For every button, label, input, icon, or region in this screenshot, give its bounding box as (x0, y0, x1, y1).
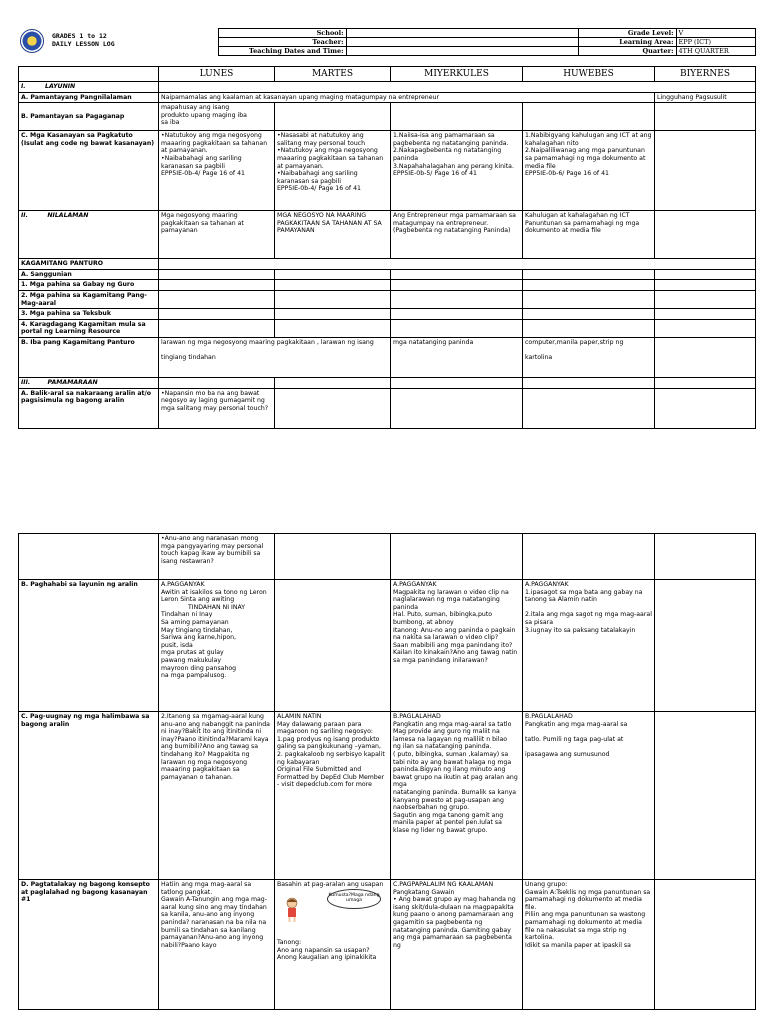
row-kagamitang-mag-aaral (19, 290, 756, 308)
paghahabi-label: B. Paghahabi sa layunin ng aralin (19, 580, 159, 712)
karagdagang-wed (391, 319, 523, 337)
row-iba-pang (19, 337, 756, 377)
kma-fri (655, 290, 756, 308)
kasanayan-fri (655, 131, 756, 211)
pangnilalaman-label: A. Pamantayang Pangnilalaman (19, 92, 159, 103)
paganap-label: B. Pamantayan sa Pagaganap (19, 103, 159, 131)
day-huwebes: HUWEBES (523, 67, 655, 82)
gabay-label: 1. Mga pahina sa Gabay ng Guro (19, 280, 159, 291)
gabay-mon (159, 280, 275, 291)
song-lyrics: Tindahan ni Inay Sa aming pamayanan May tingiang tindahan, Sariwa ang karne,hipon, pusit, isda mga prutas at gulay pawang makukulay mayroon ding pansahog na mga pampalusog. (161, 611, 237, 680)
iba-pang-label: B. Iba pang Kagamitang Panturo (19, 337, 159, 377)
pangnilalaman-fri: Lingguhang Pagsusulit (655, 92, 756, 103)
days-header (19, 67, 756, 82)
grade-value[interactable]: V (676, 29, 755, 38)
pag-uugnay-wed (391, 712, 523, 880)
page-2 (18, 533, 755, 1010)
sanggunian-wed (391, 269, 523, 280)
nilalaman-num: II. (21, 212, 28, 220)
iba-pang-wed: mga natatanging paninda (391, 337, 523, 377)
kma-tue (275, 290, 391, 308)
row-pamamaraan (19, 377, 756, 388)
gabay-tue (275, 280, 391, 291)
cont-fri (655, 534, 756, 580)
pag-uugnay-fri (655, 712, 756, 880)
pag-uugnay-wed-text: Pangkatin ang mga mag-aaral sa tatlo Mag provide ang guro ng maliit na lamesa na lagayan ng maliliit n bilao ng ilan sa natatanging paninda. ( puto, bibingka, suman ,kalamay) sa tabi nito ay ang bawat halaga ng mga paninda.Bigyan ng ilang minuto ang bawat grupo na ikutin at pag aralan ang mga natatanging paninda. Bumalik sa kanya kanyang pwesto at pag-usapan ang naobserbahan ng grupo. Sagutin ang mga tanong gamit ang manila paper at pentel pen.Iulat sa klase ng lider ng bawat grupo. (393, 720, 518, 834)
pagtatalakay-fri (655, 880, 756, 1010)
row-balik-aral-cont (19, 534, 756, 580)
pagtatalakay-thu: Unang grupo: Gawain A:Tseklis ng mga panuntunan sa pamamahagi ng dokumento at media file. Piliin ang mga panuntunan sa wastong pamamahagi ng dokumento at media file na nakasulat sa mga strip ng kartolina. Idikit sa manila paper at ipaskil sa (523, 880, 655, 1010)
iba-pang-fri (655, 337, 756, 377)
pag-uugnay-label: C. Pag-uugnay ng mga halimbawa sa bagong aralin (19, 712, 159, 880)
pagtatalakay-label: D. Pagtatalakay ng bagong konsepto at paglalahad ng bagong kasanayan #1 (19, 880, 159, 1010)
paghahabi-thu (523, 580, 655, 712)
row-paganap (19, 103, 756, 131)
school-label: School: (218, 29, 346, 38)
paganap-mon: mapahusay ang isang produkto upang maging iba sa iba (159, 103, 275, 131)
kagamitang-mag-aaral-label: 2. Mga pahina sa Kagamitang Pang-Mag-aaral (19, 290, 159, 308)
page-1 (18, 28, 755, 429)
speech-bubble: Kumusta?Maga ndang umaga (327, 889, 381, 909)
pamamaraan-fri (655, 377, 756, 388)
iba-pang-montue: larawan ng mga negosyong maaring pagkakitaan , larawan ng isang tingiang tindahan (159, 337, 391, 377)
nilalaman-mon: Mga negosyong maaring pagkakitaan sa tahanan at pamayanan (159, 211, 275, 259)
school-field[interactable] (346, 29, 578, 38)
karagdagang-label: 4. Karagdagang Kagamitan mula sa portal ng Learning Resource (19, 319, 159, 337)
row-kasanayan (19, 131, 756, 211)
pag-uugnay-mon: 2.Itanong sa mgamag-aaral kung anu-ano ang nabanggit na paninda ni inay?Bakit ito ang itinitinda ni inay?Paano itinitinda?Marami kaya ang bumibili?Ano ang tawag sa tindahang ito? Magpakita ng larawan ng mga negosyong maaaring pagkakitaan sa pamayanan o tahanan. (159, 712, 275, 880)
paghahabi-thu-head: A.PAGGANYAK (525, 581, 569, 588)
pagtatalakay-tue-text: Tanong: Ano ang napansin sa usapan? Anong kaugalian ang ipinakikita (277, 939, 377, 962)
kasanayan-mon: •Natutukoy ang mga negosyong maaaring pagkakitaan sa tahanan at pamayanan. •Naibabahagi ang sariling karanasan sa pagbili EPP5IE-0b-4/ Page 16 of 41 (159, 131, 275, 211)
kma-wed (391, 290, 523, 308)
pag-uugnay-thu-head: B.PAGLALAHAD (525, 713, 573, 720)
pamamaraan-wed (391, 377, 523, 388)
teacher-field[interactable] (346, 38, 578, 47)
kma-thu (523, 290, 655, 308)
teksbuk-label: 3. Mga pahina sa Teksbuk (19, 309, 159, 320)
kasanayan-label: C. Mga Kasanayan sa Pagkatuto (Isulat ang code ng bawat kasanayan) (19, 131, 159, 211)
kasanayan-wed: 1.Naiisa-isa ang pamamaraan sa pagbebenta ng natatanging paninda. 2.Nakapagbebenta ng natatanging paninda 3.Napahahalagahan ang perang kinita. EPP5IE-0b-5/ Page 16 of 41 (391, 131, 523, 211)
gabay-wed (391, 280, 523, 291)
dates-field[interactable] (346, 47, 578, 56)
row-sanggunian (19, 269, 756, 280)
pamamaraan-label (19, 377, 159, 388)
layunin-cell (159, 82, 756, 93)
row-balik-aral (19, 388, 756, 428)
row-nilalaman (19, 211, 756, 259)
title-line-1: GRADES 1 to 12 (52, 31, 107, 40)
paghahabi-wed-text: Magpakita ng larawan o video clip na naglalarawan ng mga natatanging paninda Hal. Puto, suman, bibingka,puto bumbong, at abnoy Itanong: Anu-no ang paninda o pagkain na nakita sa larawan o video clip? Saan mabibili ang mga panindang ito?Kailan ito kinakain?Ano ang tawag natin sa mga panindang inilarawan? (393, 588, 518, 664)
teksbuk-thu (523, 309, 655, 320)
area-label: Learning Area: (578, 38, 676, 47)
balik-aral-fri (655, 388, 756, 428)
pag-uugnay-thu (523, 712, 655, 880)
sanggunian-mon (159, 269, 275, 280)
karagdagang-thu (523, 319, 655, 337)
dates-label: Teaching Dates and Time: (218, 47, 346, 56)
quarter-label: Quarter: (578, 47, 676, 56)
teksbuk-mon (159, 309, 275, 320)
paghahabi-mon-head: A.PAGGANYAK (161, 581, 205, 588)
pag-uugnay-thu-text: Pangkatin ang mga mag-aaral sa tatlo. Pumili ng taga pag-ulat at ipasagawa ang sumusunod (525, 720, 628, 758)
teksbuk-wed (391, 309, 523, 320)
header-table (18, 28, 756, 56)
nilalaman-tue: MGA NEGOSYO NA MAARING PAGKAKITAAN SA TAHANAN AT SA PAMAYANAN (275, 211, 391, 259)
balik-aral-label: A. Balik-aral sa nakaraang aralin at/o pagsisimula ng bagong aralin (19, 388, 159, 428)
paganap-tue (275, 103, 391, 131)
kma-mon (159, 290, 275, 308)
sanggunian-label: A. Sanggunian (19, 269, 159, 280)
pag-uugnay-tue (275, 712, 391, 880)
layunin-text: LAYUNIN (45, 83, 76, 90)
pagtatalakay-tue (275, 880, 391, 1010)
log-title (50, 29, 218, 56)
row-kagamitan (19, 259, 756, 270)
cont-tue (275, 534, 391, 580)
area-value[interactable]: EPP (ICT) (676, 38, 755, 47)
grade-label: Grade Level: (578, 29, 676, 38)
paghahabi-wed (391, 580, 523, 712)
layunin-num: I. (21, 83, 26, 90)
pag-uugnay-tue-head: ALAMIN NATIN (277, 713, 322, 720)
row-paghahabi (19, 580, 756, 712)
quarter-value[interactable]: 4TH QUARTER (676, 47, 755, 56)
gabay-fri (655, 280, 756, 291)
row-pangnilalaman (19, 92, 756, 103)
deped-seal (18, 29, 50, 56)
cont-label (19, 534, 159, 580)
pagtatalakay-wed (391, 880, 523, 1010)
pamamaraan-num: III. (21, 378, 31, 386)
kagamitan-label: KAGAMITANG PANTURO (19, 259, 159, 270)
balik-aral-mon: •Napansin mo ba na ang bawat negosyo ay laging gumagamit ng mga salitang may personal touch? (159, 388, 275, 428)
pamamaraan-text: PAMAMARAAN (47, 378, 98, 386)
nilalaman-fri (655, 211, 756, 259)
paghahabi-fri (655, 580, 756, 712)
balik-aral-wed (391, 388, 523, 428)
nilalaman-thu: Kahulugan at kahalagahan ng ICT Panuntunan sa pamamahagi ng mga dokumento at media file (523, 211, 655, 259)
balik-aral-tue (275, 388, 391, 428)
day-biyernes: BIYERNES (655, 67, 756, 82)
pagtatalakay-wed-text: Pangkatang Gawain • Ang bawat grupo ay mag hahanda ng isang skit/dula-dulaan na magpapakita kung paano o anong pamamaraan ang gagamitin sa pagbebenta ng natatanging paninda. Gamiting gabay ang mga pamamaraan sa pagbebenta ng (393, 888, 516, 949)
row-gabay (19, 280, 756, 291)
nilalaman-label (19, 211, 159, 259)
paghahabi-mon-text: Awitin at isakilos sa tono ng Leron Leron Sinta ang awiting (161, 588, 267, 604)
cont-thu (523, 534, 655, 580)
dialogue-illustration (277, 881, 388, 939)
teacher-label: Teacher: (218, 38, 346, 47)
sanggunian-thu (523, 269, 655, 280)
paghahabi-wed-head: A.PAGGANYAK (393, 581, 437, 588)
pangnilalaman-text: Naipamamalas ang kaalaman at kasanayan upang maging matagumpay na entrepreneur (159, 92, 655, 103)
nilalaman-wed: Ang Entrepreneur mga pamamaraan sa matagumpay na entrepreneur. (Pagbebenta ng natatanging Paninda) (391, 211, 523, 259)
paghahabi-thu-text: 1.ipasagot sa mga bata ang gabay na tanong sa Alamin natin 2.itala ang mga sagot ng mga mag-aaral sa pisara 3.iugnay ito sa paksang tatalakayin (525, 588, 652, 634)
paghahabi-tue (275, 580, 391, 712)
paganap-wed (391, 103, 523, 131)
karagdagang-fri (655, 319, 756, 337)
row-pag-uugnay (19, 712, 756, 880)
paganap-thu (523, 103, 655, 131)
row-karagdagang (19, 319, 756, 337)
pag-uugnay-tue-text: May dalawang paraan para magaroon ng sariling negosyo: 1.pag prodyus ng isang produkto galing sa pangkukunang –yaman, 2. pagkakaloob ng serbisyo kapalit ng kabayaran Original File Submitted and Formatted by DepEd Club Member - visit depedclub.com for more (277, 720, 385, 789)
karagdagang-tue (275, 319, 391, 337)
pamamaraan-tue (275, 377, 391, 388)
kasanayan-tue: •Nasasabi at natutukoy ang salitang may personal touch •Natutukoy ang mga negosyong maaaring pagkakitaan sa tahanan at pamayanan. •Naibabahagi ang sariling karanasan sa pagbili EPP5IE-0b-4/ Page 16 of 41 (275, 131, 391, 211)
day-lunes: LUNES (159, 67, 275, 82)
song-title: TINDAHAN NI INAY (187, 603, 245, 611)
pagtatalakay-wed-head: C.PAGPAPALALIM NG KAALAMAN (393, 881, 494, 888)
pamamaraan-mon (159, 377, 275, 388)
gabay-thu (523, 280, 655, 291)
row-pagtatalakay (19, 880, 756, 1010)
sanggunian-fri (655, 269, 756, 280)
corner-cell (19, 67, 159, 82)
pag-uugnay-wed-head: B.PAGLALAHAD (393, 713, 441, 720)
sanggunian-tue (275, 269, 391, 280)
layunin-label (19, 82, 159, 93)
iba-pang-thu: computer,manila paper,strip ng kartolina (523, 337, 655, 377)
cont-wed (391, 534, 523, 580)
balik-aral-thu (523, 388, 655, 428)
seal-icon (20, 29, 44, 53)
teksbuk-fri (655, 309, 756, 320)
paganap-fri (655, 103, 756, 131)
nilalaman-text: NILALAMAN (47, 212, 89, 220)
day-miyerkules: MIYERKULES (391, 67, 523, 82)
pamamaraan-thu (523, 377, 655, 388)
teksbuk-tue (275, 309, 391, 320)
day-martes: MARTES (275, 67, 391, 82)
kagamitan-cell (159, 259, 756, 270)
pagtatalakay-mon: Hatiin ang mga mag-aaral sa tatlong pangkat. Gawain A-Tanungin ang mga mag-aaral kung sino ang may tindahan sa kanila, anu-ano ang inyong paninda? naranasan na ba nila na bumili sa tindahan sa kanilang pamayanan?Anu-ano ang inyong nabili?Paano kayo (159, 880, 275, 1010)
karagdagang-mon (159, 319, 275, 337)
cont-mon: •Anu-ano ang naranasan mong mga pangyayaring may personal touch kapag ikaw ay bumibili sa isang restawran? (159, 534, 275, 580)
lesson-table-page-1 (18, 66, 756, 429)
row-layunin (19, 82, 756, 93)
paghahabi-mon (159, 580, 275, 712)
kasanayan-thu: 1.Nabibigyang kahulugan ang ICT at ang kahalagahan nito 2.Naipaliliwanag ang mga panuntunan sa pamamahagi ng mga dokumento at media file EPP5IE-0b-6/ Page 16 of 41 (523, 131, 655, 211)
girl-icon (283, 897, 301, 923)
lesson-table-page-2 (18, 533, 756, 1010)
row-teksbuk (19, 309, 756, 320)
title-line-2: DAILY LESSON LOG (52, 39, 115, 48)
pagtatalakay-tue-top: Basahin at pag-aralan ang usapan (277, 881, 384, 888)
